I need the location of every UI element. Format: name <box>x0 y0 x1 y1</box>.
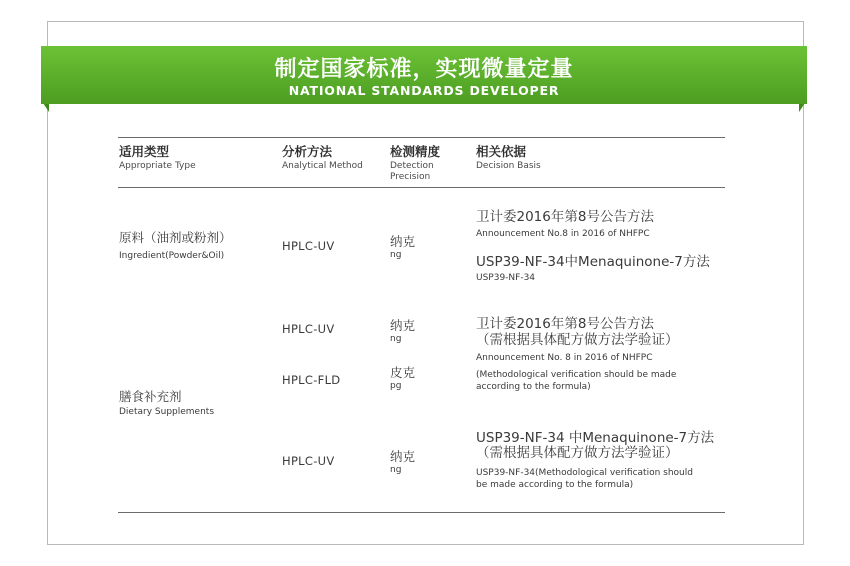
header-method-zh: 分析方法 <box>282 144 333 159</box>
ingredient-precision-zh: 纳克 <box>390 234 416 249</box>
dietary-row2-precision-zh: 皮克 <box>390 365 416 380</box>
ingredient-basis1-en: Announcement No.8 in 2016 of NHFPC <box>476 229 650 239</box>
ingredient-basis2-en: USP39-NF-34 <box>476 273 536 283</box>
ingredient-type-zh: 原料（油剂或粉剂） <box>119 230 232 245</box>
ingredient-basis1-zh: 卫计委2016年第8号公告方法 <box>476 209 654 225</box>
dietary-type-en: Dietary Supplements <box>119 407 215 417</box>
dietary-row2-precision-en: pg <box>390 381 402 391</box>
dietary-basis1-en-line3: according to the formula) <box>476 382 591 392</box>
header-type-zh: 适用类型 <box>119 144 170 159</box>
header-basis-zh: 相关依据 <box>476 144 527 159</box>
ingredient-method: HPLC-UV <box>282 239 335 253</box>
dietary-row2-method: HPLC-FLD <box>282 373 341 387</box>
header-type-en: Appropriate Type <box>119 161 196 171</box>
table-header-rule <box>118 187 725 188</box>
dietary-basis2-en-line2: be made according to the formula) <box>476 480 634 490</box>
dietary-row1-precision-zh: 纳克 <box>390 318 416 333</box>
banner <box>41 46 807 117</box>
table-top-rule <box>118 137 725 138</box>
banner-ribbon <box>41 46 807 104</box>
header-precision-en: Detection <box>390 161 434 171</box>
header-precision-zh: 检测精度 <box>390 144 441 159</box>
dietary-row3-precision-en: ng <box>390 465 402 475</box>
header-method-en: Analytical Method <box>282 161 363 171</box>
dietary-basis1-en-line2: (Methodological verification should be made <box>476 370 677 380</box>
banner-title: 制定国家标准，实现微量定量 <box>274 57 574 82</box>
header-basis-en: Decision Basis <box>476 161 541 171</box>
header-precision-en2: Precision <box>390 172 431 182</box>
dietary-row1-method: HPLC-UV <box>282 322 335 336</box>
dietary-basis1-zh-line2: （需根据具体配方做方法学验证） <box>476 332 679 348</box>
table-bottom-rule <box>118 512 725 513</box>
dietary-basis2-en-line1: USP39-NF-34(Methodological verification should <box>476 468 693 478</box>
dietary-basis2-zh-line1: USP39-NF-34 中Menaquinone-7方法 <box>476 430 715 446</box>
banner-subtitle: NATIONAL STANDARDS DEVELOPER <box>288 83 560 98</box>
dietary-type-zh: 膳食补充剂 <box>119 389 182 404</box>
ingredient-precision-en: ng <box>390 250 402 260</box>
dietary-basis1-en-line1: Announcement No. 8 in 2016 of NHFPC <box>476 353 653 363</box>
dietary-basis1-zh-line1: 卫计委2016年第8号公告方法 <box>476 316 654 332</box>
dietary-row3-method: HPLC-UV <box>282 454 335 468</box>
dietary-row1-precision-en: ng <box>390 334 402 344</box>
ingredient-type-en: Ingredient(Powder&Oil) <box>119 251 225 261</box>
dietary-row3-precision-zh: 纳克 <box>390 449 416 464</box>
ingredient-basis2-zh: USP39-NF-34中Menaquinone-7方法 <box>476 254 710 270</box>
dietary-basis2-zh-line2: （需根据具体配方做方法学验证） <box>476 445 679 461</box>
